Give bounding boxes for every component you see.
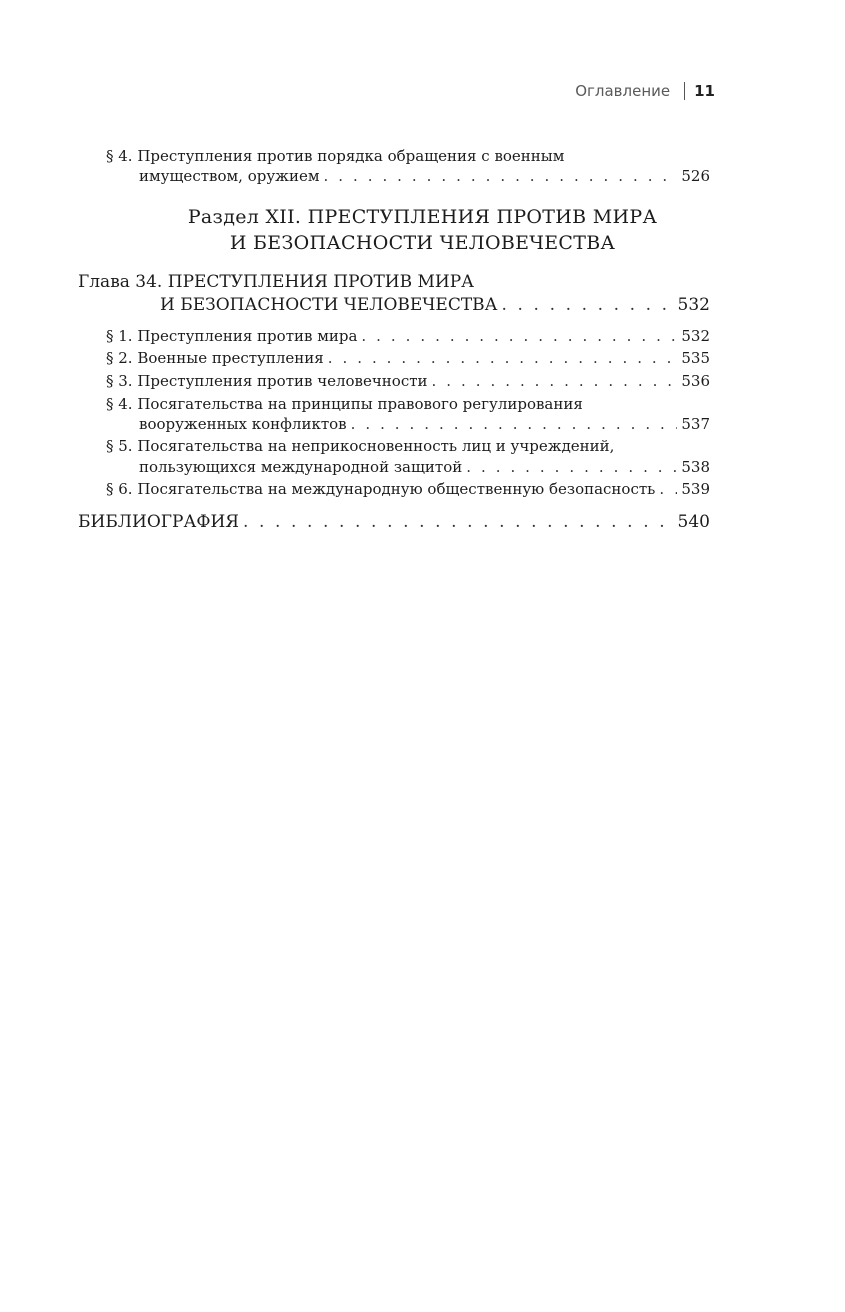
toc-entry-text: § 3. Преступления против человечности <box>106 372 428 390</box>
chapter-title-cont: И БЕЗОПАСНОСТИ ЧЕЛОВЕЧЕСТВА <box>160 295 498 315</box>
header-title: Оглавление <box>575 82 671 100</box>
leader-dots <box>351 414 678 435</box>
toc-entry-text: § 1. Преступления против мира <box>106 327 358 345</box>
toc-page-number: 540 <box>677 512 710 532</box>
toc-page-number: 538 <box>681 458 710 476</box>
toc-page-number: 539 <box>681 480 710 498</box>
toc-entry[interactable] <box>106 326 710 347</box>
running-header <box>575 80 715 102</box>
toc-entry[interactable] <box>139 414 710 435</box>
toc-entry[interactable] <box>139 457 710 478</box>
leader-dots <box>502 295 674 316</box>
toc-page-number: 537 <box>681 415 710 433</box>
toc-page-number: 536 <box>681 372 710 390</box>
header-separator <box>684 82 685 100</box>
leader-dots <box>243 512 674 533</box>
leader-dots <box>659 479 677 500</box>
toc-page-number: 535 <box>681 349 710 367</box>
leader-dots <box>328 348 678 369</box>
section-heading-line: И БЕЗОПАСНОСТИ ЧЕЛОВЕЧЕСТВА <box>229 232 616 254</box>
toc-entry[interactable] <box>139 166 710 187</box>
toc-entry[interactable] <box>106 371 710 392</box>
toc-entry-text: § 2. Военные преступления <box>106 349 324 367</box>
bibliography-label: БИБЛИОГРАФИЯ <box>78 512 239 532</box>
toc-entry-text: пользующихся международной защитой <box>139 458 463 476</box>
toc-entry-line[interactable]: § 4. Посягательства на принципы правового регулирования <box>106 395 583 413</box>
section-heading-line: Раздел XII. ПРЕСТУПЛЕНИЯ ПРОТИВ МИРА <box>187 206 658 228</box>
toc-page-number: 532 <box>677 295 710 315</box>
toc-entry-text: имуществом, оружием <box>139 167 320 185</box>
leader-dots <box>324 166 678 187</box>
toc-entry-text: вооруженных конфликтов <box>139 415 347 433</box>
toc-entry-line[interactable]: § 4. Преступления против порядка обращения с военным <box>106 147 565 165</box>
toc-entry-line[interactable]: § 5. Посягательства на неприкосновенность лиц и учреждений, <box>106 437 615 455</box>
bibliography-entry[interactable] <box>78 512 710 533</box>
page-number: 11 <box>694 82 715 100</box>
chapter-title[interactable]: Глава 34. ПРЕСТУПЛЕНИЯ ПРОТИВ МИРА <box>78 272 475 292</box>
section-heading <box>0 204 845 256</box>
leader-dots <box>466 457 677 478</box>
toc-entry-text: § 6. Посягательства на международную общественную безопасность <box>106 480 656 498</box>
leader-dots <box>361 326 677 347</box>
toc-entry[interactable] <box>106 479 710 500</box>
toc-page-number: 526 <box>681 167 710 185</box>
toc-entry[interactable] <box>106 348 710 369</box>
chapter-entry[interactable] <box>160 295 710 316</box>
toc-page-number: 532 <box>681 327 710 345</box>
leader-dots <box>432 371 678 392</box>
